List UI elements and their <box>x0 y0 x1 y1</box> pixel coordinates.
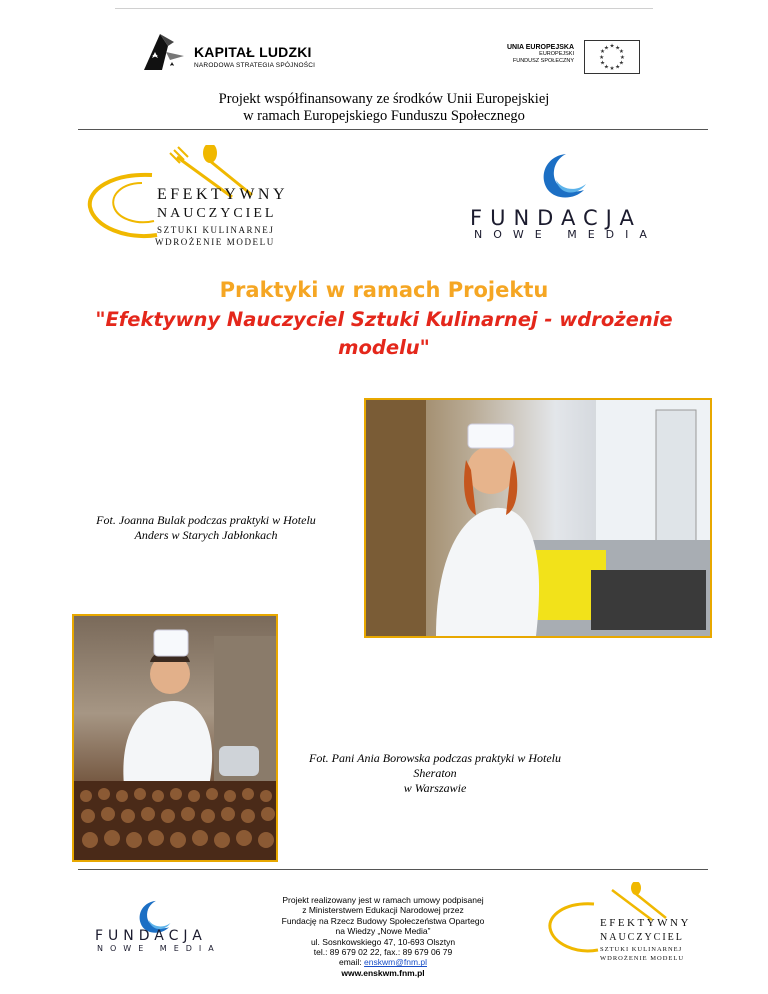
svg-text:★: ★ <box>599 54 605 61</box>
footer-line6: tel.: 89 679 02 22, fax.: 89 679 06 79 <box>313 947 453 958</box>
svg-text:★: ★ <box>600 49 606 56</box>
footer-email-link[interactable]: enskwm@fnm.pl <box>364 957 427 968</box>
svg-text:★: ★ <box>609 66 615 73</box>
footer-foundation-line1: FUNDACJA <box>95 928 207 944</box>
footer-line1: Projekt realizowany jest w ramach umowy podpisanej <box>282 895 484 905</box>
svg-text:★: ★ <box>618 60 624 67</box>
footer-line5: ul. Sosnkowskiego 47, 10-693 Olsztyn <box>310 936 456 947</box>
footer-project-line2: NAUCZYCIEL <box>600 932 684 943</box>
footer-project-line4: WDROŻENIE MODELU <box>600 955 685 962</box>
kapital-ludzki-subtitle: NARODOWA STRATEGIA SPÓJNOŚCI <box>194 62 316 69</box>
footer-line4: na Wiedzy „Nowe Media” <box>335 926 431 937</box>
cofund-line1: Projekt współfinansowany ze środków Unii Europejskiej <box>218 91 550 107</box>
kapital-ludzki-logo-icon <box>140 30 188 74</box>
foundation-logo-line2: NOWE MEDIA <box>474 228 658 241</box>
caption-photo1-line2: Anders w Starych Jabłonkach <box>134 528 278 542</box>
footer-email-label: email: <box>339 957 365 968</box>
footer-line3: Fundację na Rzecz Budowy Społeczeństwa Opartego <box>281 915 485 926</box>
eu-label <box>470 44 574 65</box>
svg-text:★: ★ <box>615 45 621 52</box>
project-logo-line2: NAUCZYCIEL <box>157 206 277 221</box>
header-divider <box>78 129 708 130</box>
caption-photo2-line1: Fot. Pani Ania Borowska podczas praktyki w Hotelu Sheraton <box>309 751 561 780</box>
footer-project-line1: EFEKTYWNY <box>600 917 691 929</box>
footer-info <box>248 895 518 978</box>
eu-line1: UNIA EUROPEJSKA <box>506 44 574 51</box>
project-logo-line1: EFEKTYWNY <box>157 186 289 203</box>
eu-line3: FUNDUSZ SPOŁECZNY <box>512 58 574 64</box>
footer-email-row <box>248 957 518 967</box>
svg-text:★: ★ <box>618 49 624 56</box>
cofund-line2: w ramach Europejskiego Funduszu Społecznego <box>243 108 525 124</box>
eu-line2: EUROPEJSKI <box>539 51 574 57</box>
photo-ania-borowska <box>72 614 278 862</box>
caption-photo2 <box>300 751 570 796</box>
caption-photo1 <box>74 513 338 543</box>
wave-logo-icon <box>536 150 588 202</box>
page-title: Praktyki w ramach Projektu <box>219 278 549 302</box>
footer-website[interactable]: www.enskwm.fnm.pl <box>341 967 425 978</box>
caption-photo2-line2: w Warszawie <box>403 781 467 795</box>
footer-divider <box>78 869 708 870</box>
project-logo-line3: SZTUKI KULINARNEJ <box>157 225 275 235</box>
svg-text:★: ★ <box>619 54 625 61</box>
svg-text:★: ★ <box>603 64 609 71</box>
footer-foundation-line2: NOWE MEDIA <box>97 944 221 953</box>
svg-text:★: ★ <box>615 64 621 71</box>
top-rule <box>115 8 653 9</box>
eu-flag-icon <box>584 40 640 74</box>
project-logo-line4: WDROŻENIE MODELU <box>155 237 275 247</box>
svg-text:★: ★ <box>603 45 609 52</box>
svg-text:★: ★ <box>609 43 615 50</box>
kitchen-photo-illustration <box>366 400 710 636</box>
caption-photo1-line1: Fot. Joanna Bulak podczas praktyki w Hotelu <box>96 513 316 527</box>
photo-joanna-bulak <box>364 398 712 638</box>
svg-text:★: ★ <box>600 60 606 67</box>
page-subtitle: "Efektywny Nauczyciel Sztuki Kulinarnej - wdrożenie modelu" <box>95 308 673 359</box>
kapital-ludzki-title: KAPITAŁ LUDZKI <box>194 44 312 60</box>
footer-project-line3: SZTUKI KULINARNEJ <box>600 946 683 953</box>
foundation-logo-line1: FUNDACJA <box>470 206 642 230</box>
pastry-photo-illustration <box>74 616 276 860</box>
footer-line2: z Ministerstwem Edukacji Narodowej przez <box>302 905 464 916</box>
